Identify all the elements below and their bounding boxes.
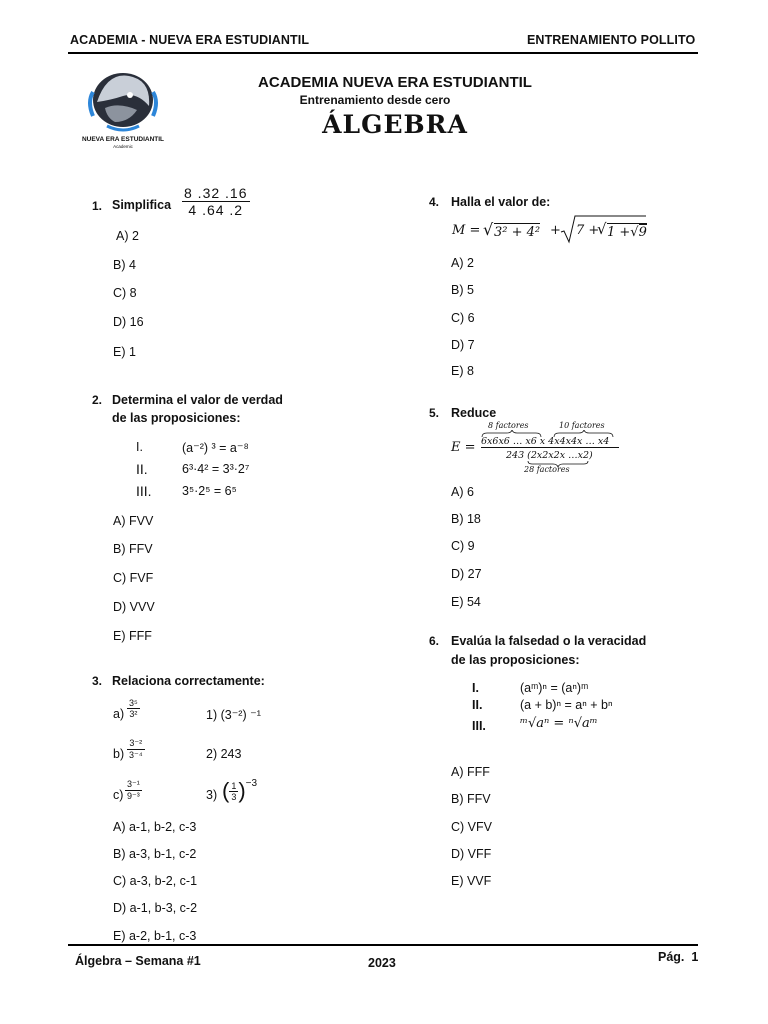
q2-prop-iii: 3⁵·2⁵ = 6⁵ [182, 484, 237, 498]
q4-formula-d: 9 [638, 225, 647, 240]
logo-subtext: Academic [113, 144, 133, 149]
q3-item-c-fraction [125, 779, 142, 802]
q4-formula-b: 7 + [576, 223, 600, 238]
q3-item-b-den: 3⁻⁴ [129, 750, 143, 760]
q6-prop-iii-label: III. [472, 719, 486, 733]
q6-option-a[interactable]: A) FFF [451, 765, 490, 779]
q2-prop-iii-label: III. [136, 483, 152, 499]
q3-match-3-den: 3 [231, 791, 237, 802]
footer-rule [68, 944, 698, 946]
q5-text: Reduce [451, 406, 497, 420]
q5-denominator: 243 (2x2x2x …x2) [506, 450, 593, 461]
q2-option-b[interactable]: B) FFV [113, 542, 153, 556]
q5-option-e[interactable]: E) 54 [451, 595, 481, 609]
q1-numerator: 8 .32 .16 [184, 185, 248, 201]
q2-prop-ii-label: II. [136, 461, 148, 477]
q1-option-e[interactable]: E) 1 [113, 345, 136, 359]
eagle-logo-icon [67, 62, 179, 155]
page-title: ACADEMIA NUEVA ERA ESTUDIANTIL [258, 74, 532, 91]
q1-denominator: 4 .64 .2 [188, 202, 244, 218]
q2-option-a[interactable]: A) FVV [113, 514, 154, 528]
q6-number: 6. [429, 634, 440, 648]
q1-option-b[interactable]: B) 4 [113, 258, 136, 272]
q5-option-a[interactable]: A) 6 [451, 485, 474, 499]
q5-brace-label-3: 28 factores [524, 465, 570, 474]
header-rule [68, 52, 698, 54]
q6-prop-iii: ᵐ√aⁿ = ⁿ√aᵐ [520, 716, 598, 731]
header-right: ENTRENAMIENTO POLLITO [527, 33, 696, 47]
q3-match-3-expr: ( $\frac{1}{3}$ )$^{-3}$ [222, 778, 258, 803]
q3-match-3-exp: −3 [245, 778, 258, 789]
q1-number: 1. [92, 199, 103, 213]
q2-number: 2. [92, 393, 103, 407]
q6-prop-i: (aᵐ)ⁿ = (aⁿ)ᵐ [520, 681, 589, 695]
q6-prop-i-label: I. [472, 681, 479, 695]
q3-item-a-fraction [127, 698, 140, 719]
q1-text: Simplifica [112, 198, 172, 212]
footer-center: 2023 [368, 956, 396, 970]
q6-option-e[interactable]: E) VVF [451, 874, 492, 888]
q3-item-a-den: 3² [129, 709, 138, 719]
q5-option-d[interactable]: D) 27 [451, 567, 482, 581]
q2-text-line1: Determina el valor de verdad [112, 393, 283, 407]
q3-text: Relaciona correctamente: [112, 674, 265, 688]
q3-option-d[interactable]: D) a-1, b-3, c-2 [113, 901, 198, 915]
q4-option-b[interactable]: B) 5 [451, 283, 474, 297]
q3-item-b-num: 3⁻² [127, 738, 145, 750]
q2-option-e[interactable]: E) FFF [113, 629, 152, 643]
q3-match-3-num: 1 [231, 780, 237, 791]
q4-number: 4. [429, 195, 440, 209]
q4-option-e[interactable]: E) 8 [451, 364, 474, 378]
q5-option-b[interactable]: B) 18 [451, 512, 481, 526]
q6-prop-ii: (a + b)ⁿ = aⁿ + bⁿ [520, 698, 613, 712]
q6-prop-ii-label: II. [472, 698, 483, 712]
q3-item-b-label: b) [113, 747, 125, 761]
q3-item-c-num: 3⁻¹ [127, 779, 140, 789]
q4-formula: M = √ 3² + 4² + 7 + √ 1 +√9 [452, 218, 652, 248]
q6-option-d[interactable]: D) VFF [451, 847, 492, 861]
q3-item-a-num: 3⁵ [129, 698, 138, 708]
q3-option-b[interactable]: B) a-3, b-1, c-2 [113, 847, 197, 861]
logo-text: NUEVA ERA ESTUDIANTIL [81, 136, 165, 143]
q5-numerator: 6x6x6 … x6 x 4x4x4x … x4 [481, 436, 619, 448]
q5-brace-label-2: 10 factores [559, 421, 605, 430]
q2-option-d[interactable]: D) VVV [113, 600, 155, 614]
q3-item-a-label: a) [113, 707, 125, 721]
q4-option-a[interactable]: A) 2 [451, 256, 474, 270]
q1-option-a[interactable]: A) 2 [116, 229, 139, 243]
q3-item-c-label: c) [113, 788, 124, 802]
q4-option-c[interactable]: C) 6 [451, 311, 475, 325]
q5-option-c[interactable]: C) 9 [451, 539, 475, 553]
q2-prop-i: (a⁻²) ³ = a⁻⁸ [182, 441, 249, 455]
page-subtitle: Entrenamiento desde cero [299, 93, 451, 107]
q2-option-c[interactable]: C) FVF [113, 571, 154, 585]
q1-option-c[interactable]: C) 8 [113, 286, 137, 300]
footer-page-number: Pág. 1 [658, 950, 699, 964]
q3-option-a[interactable]: A) a-1, b-2, c-3 [113, 820, 197, 834]
q4-option-d[interactable]: D) 7 [451, 338, 475, 352]
q6-text-line1: Evalúa la falsedad o la veracidad [451, 634, 647, 648]
q6-text-line2: de las proposiciones: [451, 653, 580, 667]
q3-item-c-den: 9⁻³ [127, 791, 140, 801]
q4-text: Halla el valor de: [451, 195, 551, 209]
q2-prop-i-label: I. [136, 440, 143, 454]
academy-logo [67, 62, 179, 155]
q3-item-b-fraction [127, 738, 145, 761]
q5-brace-label-1: 8 factores [488, 421, 529, 430]
q2-text-line2: de las proposiciones: [112, 411, 241, 425]
q3-number: 3. [92, 674, 103, 688]
q3-option-e[interactable]: E) a-2, b-1, c-3 [113, 929, 197, 943]
q4-formula-a: 3² + 4² [494, 225, 541, 240]
q6-option-b[interactable]: B) FFV [451, 792, 491, 806]
q3-match-2: 2) 243 [206, 747, 242, 761]
q6-option-c[interactable]: C) VFV [451, 820, 492, 834]
q3-option-c[interactable]: C) a-3, b-2, c-1 [113, 874, 198, 888]
q2-prop-ii: 6³·4² = 3³·2⁷ [182, 462, 250, 476]
q1-option-d[interactable]: D) 16 [113, 315, 144, 329]
q5-number: 5. [429, 406, 440, 420]
q5-formula-lhs: E = [451, 440, 476, 455]
q4-formula-c: 1 + [607, 225, 631, 240]
q4-formula-lhs: M = [452, 223, 481, 238]
q5-formula [451, 420, 631, 476]
q3-match-3: 3) [206, 788, 218, 802]
q1-fraction [182, 185, 250, 218]
header-left: ACADEMIA - NUEVA ERA ESTUDIANTIL [70, 33, 310, 47]
subject-title: ÁLGEBRA [322, 110, 468, 139]
q3-match-1: 1) (3⁻²) ⁻¹ [206, 708, 261, 722]
footer-left: Álgebra – Semana #1 [75, 954, 201, 968]
